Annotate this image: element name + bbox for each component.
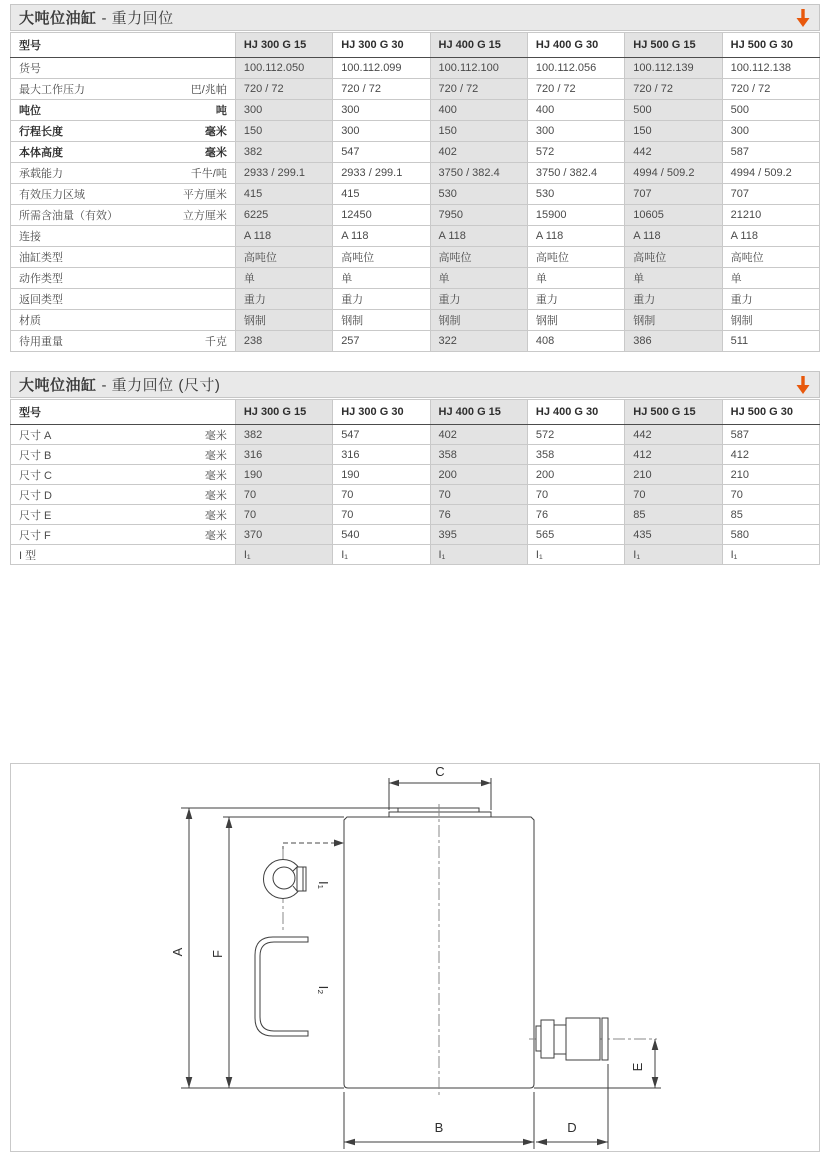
row-label: 本体高度 bbox=[19, 147, 63, 159]
row-label-cell bbox=[11, 163, 236, 184]
spec-value-cell: 500 bbox=[625, 100, 722, 121]
spec-value-cell: I₁ bbox=[430, 545, 527, 565]
spec-value-cell: 70 bbox=[722, 485, 819, 505]
spec-value-cell: 300 bbox=[235, 100, 332, 121]
column-header-model: HJ 300 G 15 bbox=[235, 400, 332, 425]
spec-value-cell: 重力 bbox=[235, 289, 332, 310]
dim-label-A: A bbox=[170, 947, 185, 957]
spec-value-cell: 720 / 72 bbox=[527, 79, 624, 100]
spec-value-cell: 358 bbox=[527, 445, 624, 465]
row-unit: 毫米 bbox=[204, 489, 227, 502]
spec-value-cell: 707 bbox=[625, 184, 722, 205]
spec-value-cell: 70 bbox=[430, 485, 527, 505]
spec-value-cell: 408 bbox=[527, 331, 624, 352]
spec-value-cell: 76 bbox=[527, 505, 624, 525]
spec-value-cell: 720 / 72 bbox=[235, 79, 332, 100]
spec-value-cell: A 118 bbox=[235, 226, 332, 247]
row-label: 所需含油量（有效） bbox=[19, 210, 118, 222]
column-header-model: HJ 400 G 15 bbox=[430, 400, 527, 425]
row-unit: 毫米 bbox=[204, 429, 227, 442]
spec-value-cell: 190 bbox=[333, 465, 430, 485]
row-unit: 千牛/吨 bbox=[190, 168, 227, 180]
spec-value-cell: 400 bbox=[527, 100, 624, 121]
spec-value-cell: 高吨位 bbox=[430, 247, 527, 268]
row-label: 待用重量 bbox=[19, 336, 63, 348]
spec-value-cell: I₁ bbox=[235, 545, 332, 565]
spec-value-cell: 100.112.138 bbox=[722, 58, 819, 79]
table-row bbox=[11, 505, 820, 525]
section-subtitle: - 重力回位 bbox=[101, 10, 174, 27]
spec-value-cell: 重力 bbox=[625, 289, 722, 310]
spec-value-cell: 300 bbox=[333, 121, 430, 142]
spec-value-cell: 单 bbox=[527, 268, 624, 289]
row-unit: 平方厘米 bbox=[182, 189, 227, 201]
column-header-model: HJ 300 G 30 bbox=[333, 33, 430, 58]
row-label-cell bbox=[11, 268, 236, 289]
spec-table-section bbox=[10, 4, 820, 352]
dim-label-B: B bbox=[434, 1120, 444, 1135]
spec-value-cell: 412 bbox=[722, 445, 819, 465]
row-label: 有效压力区域 bbox=[19, 189, 85, 201]
row-unit: 立方厘米 bbox=[182, 210, 227, 222]
spec-value-cell: 587 bbox=[722, 142, 819, 163]
spec-value-cell: 402 bbox=[430, 425, 527, 445]
row-label-cell bbox=[11, 505, 236, 525]
spec-value-cell: 钢制 bbox=[333, 310, 430, 331]
spec-value-cell: 322 bbox=[430, 331, 527, 352]
spec-value-cell: 重力 bbox=[430, 289, 527, 310]
row-label: 行程长度 bbox=[19, 126, 63, 138]
cylinder-technical-drawing bbox=[10, 763, 820, 1152]
row-label-cell bbox=[11, 310, 236, 331]
spec-value-cell: 单 bbox=[235, 268, 332, 289]
spec-value-cell: 100.112.056 bbox=[527, 58, 624, 79]
table-row bbox=[11, 268, 820, 289]
spec-value-cell: 100.112.099 bbox=[333, 58, 430, 79]
row-unit: 毫米 bbox=[204, 449, 227, 462]
spec-value-cell: 10605 bbox=[625, 205, 722, 226]
spec-value-cell: 238 bbox=[235, 331, 332, 352]
spec-value-cell: 442 bbox=[625, 142, 722, 163]
spec-value-cell: 358 bbox=[430, 445, 527, 465]
row-unit: 毫米 bbox=[204, 126, 227, 138]
download-arrow-icon[interactable] bbox=[795, 375, 811, 395]
section-title-bar bbox=[10, 4, 820, 31]
row-label-cell bbox=[11, 79, 236, 100]
table-row bbox=[11, 121, 820, 142]
spec-value-cell: 85 bbox=[722, 505, 819, 525]
spec-value-cell: 402 bbox=[430, 142, 527, 163]
row-label-cell bbox=[11, 525, 236, 545]
table-row bbox=[11, 485, 820, 505]
spec-value-cell: 382 bbox=[235, 425, 332, 445]
row-label: 返回类型 bbox=[19, 294, 63, 306]
spec-value-cell: 540 bbox=[333, 525, 430, 545]
spec-value-cell: 395 bbox=[430, 525, 527, 545]
row-label-cell bbox=[11, 184, 236, 205]
spec-value-cell: 单 bbox=[430, 268, 527, 289]
drawing-canvas bbox=[11, 764, 817, 1149]
port-fitting bbox=[541, 1020, 554, 1058]
row-label: 最大工作压力 bbox=[19, 84, 85, 96]
row-unit: 毫米 bbox=[204, 147, 227, 159]
row-label-cell bbox=[11, 100, 236, 121]
spec-value-cell: A 118 bbox=[722, 226, 819, 247]
table-row bbox=[11, 205, 820, 226]
spec-value-cell: 钢制 bbox=[430, 310, 527, 331]
spec-value-cell: 200 bbox=[430, 465, 527, 485]
saddle-base bbox=[389, 812, 491, 817]
table-row bbox=[11, 79, 820, 100]
dim-label-F: F bbox=[210, 950, 225, 958]
spec-table bbox=[10, 32, 820, 352]
row-label: 尺寸 A bbox=[19, 429, 52, 442]
spec-value-cell: 370 bbox=[235, 525, 332, 545]
eye-flange bbox=[297, 867, 306, 891]
spec-value-cell: 100.112.100 bbox=[430, 58, 527, 79]
spec-value-cell: 15900 bbox=[527, 205, 624, 226]
dimension-table bbox=[10, 399, 820, 565]
spec-value-cell: 2933 / 299.1 bbox=[235, 163, 332, 184]
spec-value-cell: 70 bbox=[333, 505, 430, 525]
row-label-cell bbox=[11, 445, 236, 465]
row-label-cell bbox=[11, 465, 236, 485]
spec-value-cell: 单 bbox=[333, 268, 430, 289]
column-header-model: HJ 300 G 15 bbox=[235, 33, 332, 58]
spec-value-cell: 530 bbox=[430, 184, 527, 205]
row-label: 油缸类型 bbox=[19, 252, 63, 264]
spec-value-cell: 钢制 bbox=[235, 310, 332, 331]
dim-label-D: D bbox=[567, 1120, 577, 1135]
table-row bbox=[11, 331, 820, 352]
spec-value-cell: 21210 bbox=[722, 205, 819, 226]
spec-value-cell: 重力 bbox=[722, 289, 819, 310]
table-row bbox=[11, 289, 820, 310]
spec-value-cell: I₁ bbox=[625, 545, 722, 565]
row-unit: 巴/兆帕 bbox=[190, 84, 227, 96]
spec-value-cell: 415 bbox=[333, 184, 430, 205]
row-label: 尺寸 B bbox=[19, 449, 52, 462]
spec-value-cell: 316 bbox=[333, 445, 430, 465]
row-label: 连接 bbox=[19, 231, 41, 243]
row-unit: 毫米 bbox=[204, 509, 227, 522]
row-label-cell bbox=[11, 226, 236, 247]
spec-value-cell: 382 bbox=[235, 142, 332, 163]
spec-value-cell: 钢制 bbox=[625, 310, 722, 331]
column-header-model: HJ 400 G 30 bbox=[527, 33, 624, 58]
spec-value-cell: 4994 / 509.2 bbox=[722, 163, 819, 184]
spec-value-cell: I₁ bbox=[333, 545, 430, 565]
row-unit: 吨 bbox=[215, 105, 227, 117]
section-title: 大吨位油缸 bbox=[19, 10, 97, 27]
spec-value-cell: 6225 bbox=[235, 205, 332, 226]
section-title-bar bbox=[10, 371, 820, 398]
spec-value-cell: 257 bbox=[333, 331, 430, 352]
spec-value-cell: 2933 / 299.1 bbox=[333, 163, 430, 184]
spec-value-cell: 高吨位 bbox=[333, 247, 430, 268]
table-row bbox=[11, 445, 820, 465]
row-label-cell bbox=[11, 58, 236, 79]
spec-value-cell: 565 bbox=[527, 525, 624, 545]
row-label-cell bbox=[11, 331, 236, 352]
spec-value-cell: 386 bbox=[625, 331, 722, 352]
spec-value-cell: 70 bbox=[527, 485, 624, 505]
row-label-cell bbox=[11, 247, 236, 268]
row-label-cell bbox=[11, 205, 236, 226]
row-label-cell bbox=[11, 425, 236, 445]
dimension-table-section bbox=[10, 371, 820, 565]
spec-value-cell: 500 bbox=[722, 100, 819, 121]
spec-value-cell: A 118 bbox=[527, 226, 624, 247]
spec-value-cell: 720 / 72 bbox=[722, 79, 819, 100]
spec-value-cell: 高吨位 bbox=[722, 247, 819, 268]
spec-value-cell: 587 bbox=[722, 425, 819, 445]
column-header-model: HJ 500 G 30 bbox=[722, 33, 819, 58]
spec-value-cell: A 118 bbox=[430, 226, 527, 247]
table-row bbox=[11, 247, 820, 268]
spec-value-cell: 70 bbox=[625, 485, 722, 505]
spec-value-cell: 钢制 bbox=[722, 310, 819, 331]
row-unit: 毫米 bbox=[204, 529, 227, 542]
spec-value-cell: 3750 / 382.4 bbox=[527, 163, 624, 184]
row-label: 尺寸 E bbox=[19, 509, 52, 522]
spec-value-cell: 85 bbox=[625, 505, 722, 525]
column-header-model: HJ 400 G 15 bbox=[430, 33, 527, 58]
spec-value-cell: 720 / 72 bbox=[430, 79, 527, 100]
column-header-label: 型号 bbox=[11, 400, 236, 425]
spec-value-cell: 高吨位 bbox=[625, 247, 722, 268]
spec-value-cell: 3750 / 382.4 bbox=[430, 163, 527, 184]
column-header-model: HJ 400 G 30 bbox=[527, 400, 624, 425]
spec-value-cell: 重力 bbox=[527, 289, 624, 310]
column-header-model: HJ 500 G 15 bbox=[625, 400, 722, 425]
table-row bbox=[11, 142, 820, 163]
dim-label-E: E bbox=[630, 1062, 645, 1072]
row-label: 货号 bbox=[19, 63, 41, 75]
download-arrow-icon[interactable] bbox=[795, 8, 811, 28]
table-row bbox=[11, 310, 820, 331]
spec-value-cell: 100.112.050 bbox=[235, 58, 332, 79]
spec-value-cell: 70 bbox=[235, 505, 332, 525]
spec-value-cell: 547 bbox=[333, 142, 430, 163]
row-unit: 毫米 bbox=[204, 469, 227, 482]
row-label-cell bbox=[11, 142, 236, 163]
spec-value-cell: 单 bbox=[625, 268, 722, 289]
spec-value-cell: 511 bbox=[722, 331, 819, 352]
column-header-model: HJ 500 G 15 bbox=[625, 33, 722, 58]
spec-value-cell: 150 bbox=[430, 121, 527, 142]
spec-value-cell: 572 bbox=[527, 425, 624, 445]
table-row bbox=[11, 100, 820, 121]
column-header-label: 型号 bbox=[11, 33, 236, 58]
row-label: 吨位 bbox=[19, 105, 41, 117]
spec-value-cell: 150 bbox=[235, 121, 332, 142]
table-row bbox=[11, 545, 820, 565]
spec-value-cell: 单 bbox=[722, 268, 819, 289]
spec-value-cell: 300 bbox=[333, 100, 430, 121]
section-title: 大吨位油缸 bbox=[19, 377, 97, 394]
spec-value-cell: 4994 / 509.2 bbox=[625, 163, 722, 184]
spec-value-cell: 210 bbox=[722, 465, 819, 485]
spec-value-cell: A 118 bbox=[625, 226, 722, 247]
row-label: I 型 bbox=[19, 549, 37, 562]
spec-value-cell: 707 bbox=[722, 184, 819, 205]
row-label: 材质 bbox=[19, 315, 41, 327]
spec-value-cell: 415 bbox=[235, 184, 332, 205]
spec-value-cell: 210 bbox=[625, 465, 722, 485]
spec-value-cell: 400 bbox=[430, 100, 527, 121]
row-label: 动作类型 bbox=[19, 273, 63, 285]
spec-value-cell: 435 bbox=[625, 525, 722, 545]
column-header-model: HJ 300 G 30 bbox=[333, 400, 430, 425]
spec-value-cell: 580 bbox=[722, 525, 819, 545]
spec-value-cell: 76 bbox=[430, 505, 527, 525]
spec-value-cell: 720 / 72 bbox=[625, 79, 722, 100]
spec-value-cell: 200 bbox=[527, 465, 624, 485]
row-label-cell bbox=[11, 485, 236, 505]
dim-label-C: C bbox=[435, 764, 445, 779]
row-label-cell bbox=[11, 289, 236, 310]
spec-value-cell: 300 bbox=[722, 121, 819, 142]
spec-value-cell: 70 bbox=[333, 485, 430, 505]
label-I2: I₂ bbox=[316, 985, 331, 995]
spec-value-cell: 442 bbox=[625, 425, 722, 445]
spec-value-cell: 高吨位 bbox=[527, 247, 624, 268]
table-row bbox=[11, 525, 820, 545]
spec-value-cell: 钢制 bbox=[527, 310, 624, 331]
spec-value-cell: 530 bbox=[527, 184, 624, 205]
row-label: 尺寸 F bbox=[19, 529, 51, 542]
spec-value-cell: 70 bbox=[235, 485, 332, 505]
row-label-cell bbox=[11, 121, 236, 142]
spec-value-cell: 12450 bbox=[333, 205, 430, 226]
spec-value-cell: 190 bbox=[235, 465, 332, 485]
carry-handle bbox=[255, 937, 308, 1036]
spec-value-cell: 316 bbox=[235, 445, 332, 465]
spec-value-cell: 重力 bbox=[333, 289, 430, 310]
spec-value-cell: 7950 bbox=[430, 205, 527, 226]
spec-value-cell: 高吨位 bbox=[235, 247, 332, 268]
table-row bbox=[11, 425, 820, 445]
spec-value-cell: A 118 bbox=[333, 226, 430, 247]
spec-value-cell: 572 bbox=[527, 142, 624, 163]
spec-value-cell: 412 bbox=[625, 445, 722, 465]
spec-value-cell: 547 bbox=[333, 425, 430, 445]
label-I1: I₁ bbox=[316, 881, 331, 889]
spec-value-cell: I₁ bbox=[722, 545, 819, 565]
spec-value-cell: 720 / 72 bbox=[333, 79, 430, 100]
spec-value-cell: 100.112.139 bbox=[625, 58, 722, 79]
table-row bbox=[11, 226, 820, 247]
row-label: 尺寸 D bbox=[19, 489, 52, 502]
table-row bbox=[11, 465, 820, 485]
spec-value-cell: 300 bbox=[527, 121, 624, 142]
table-row bbox=[11, 184, 820, 205]
spec-value-cell: 150 bbox=[625, 121, 722, 142]
row-label-cell bbox=[11, 545, 236, 565]
table-row bbox=[11, 58, 820, 79]
row-label: 尺寸 C bbox=[19, 469, 52, 482]
row-label: 承载能力 bbox=[19, 168, 63, 180]
section-subtitle: - 重力回位 (尺寸) bbox=[101, 377, 221, 394]
row-unit: 千克 bbox=[204, 336, 227, 348]
spec-value-cell: I₁ bbox=[527, 545, 624, 565]
table-row bbox=[11, 163, 820, 184]
column-header-model: HJ 500 G 30 bbox=[722, 400, 819, 425]
